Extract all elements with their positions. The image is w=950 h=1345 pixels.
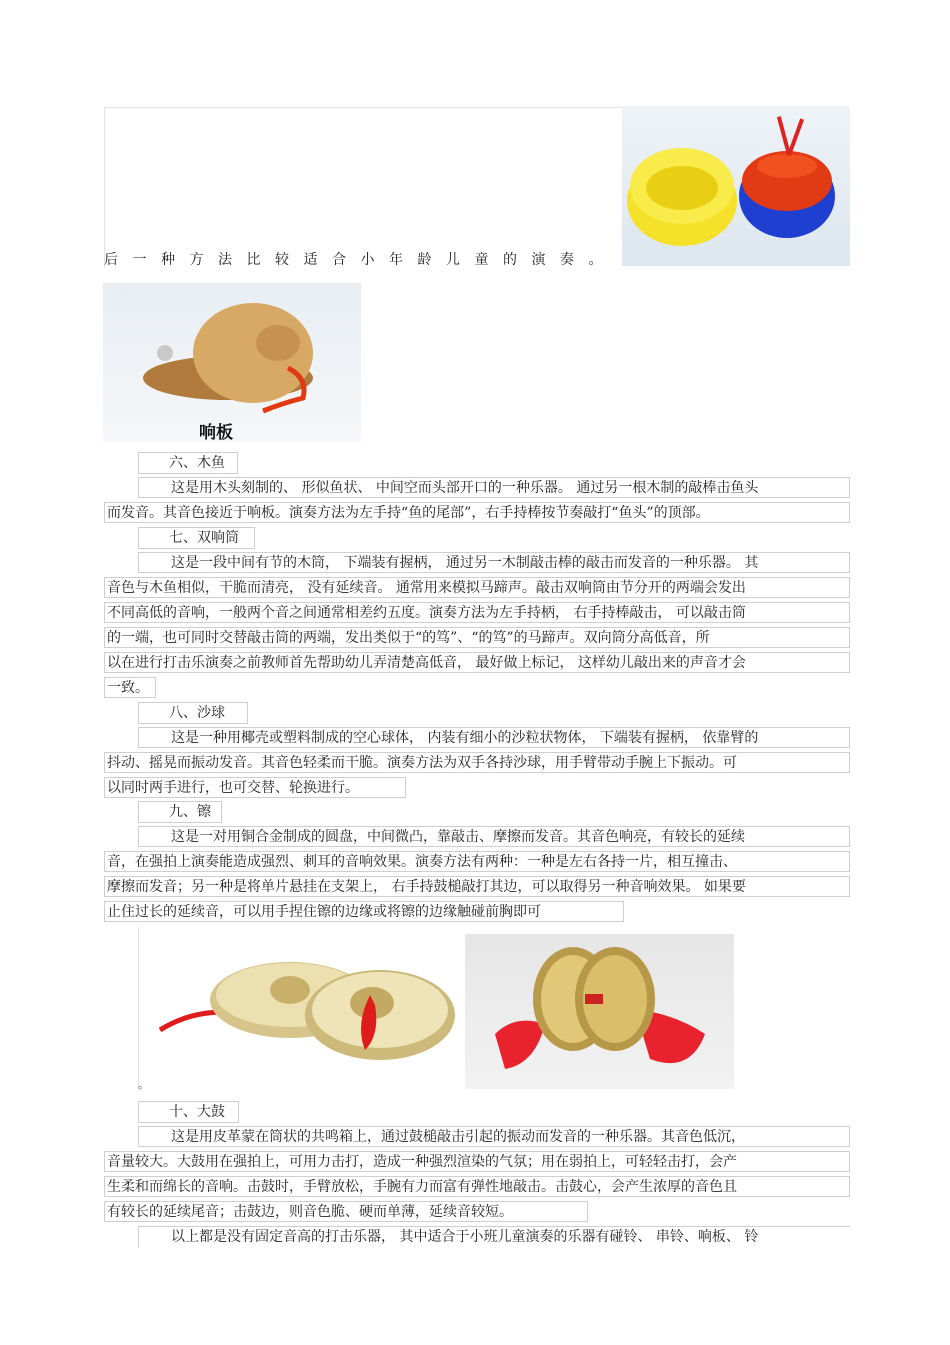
clapper-caption: 响板 (199, 423, 233, 443)
closing-line: 以上都是没有固定音高的打击乐器， 其中适合于小班儿童演奏的乐器有碰铃、 串铃、响板、 铃 (138, 1226, 850, 1247)
castanets-image (622, 106, 850, 266)
section-line: 的一端，也可同时交替敲击筒的两端，发出类似于“的笃”、“的笃”的马蹄声。双向筒分高低音，所 (104, 627, 850, 648)
section-heading-shaqiu: 八、沙球 (138, 702, 248, 724)
section-line: 音量较大。大鼓用在强拍上，可用力击打，造成一种强烈渲染的气氛；用在弱拍上，可轻轻击打，会产 (104, 1151, 850, 1172)
section-line: 这是一种用椰壳或塑料制成的空心球体， 内装有细小的沙粒状物体， 下端装有握柄， 依靠臂的 (138, 727, 850, 748)
section-line: 摩擦而发音；另一种是将单片悬挂在支架上， 右手持鼓槌敲打其边，可以取得另一种音响效果。 如果要 (104, 876, 850, 897)
section-line: 不同高低的音响，一般两个音之间通常相差约五度。演奏方法为左手持柄， 右手持棒敲击， 可以敲击筒 (104, 602, 850, 623)
section-heading-muyu: 六、木鱼 (138, 452, 238, 474)
cymbal-image-right (465, 934, 734, 1089)
section-line: 而发音。其音色接近于响板。演奏方法为左手持“鱼的尾部”，右手持棒按节奏敲打“鱼头”的顶部。 (104, 502, 850, 523)
cymbal-image-left (140, 935, 458, 1085)
section-line: 这是用皮革蒙在筒状的共鸣箱上，通过鼓槌敲击引起的振动而发音的一种乐器。其音色低沉， (138, 1126, 850, 1147)
section-line: 音，在强拍上演奏能造成强烈、刺耳的音响效果。演奏方法有两种：一种是左右各持一片，相互撞击、 (104, 851, 850, 872)
intro-line: 后一种方法比较适合小年龄儿童的演奏。 (104, 252, 617, 268)
section-line: 这是用木头刻制的、 形似鱼状、 中间空而头部开口的一种乐器。 通过另一根木制的敲棒击鱼头 (138, 477, 850, 498)
cymbal-marker: 。 (138, 1078, 149, 1091)
section-line: 音色与木鱼相似，干脆而清亮， 没有延续音。 通常用来模拟马蹄声。敲击双响筒由节分开的两端会发出 (104, 577, 850, 598)
section-line: 生柔和而绵长的音响。击鼓时，手臂放松，手腕有力而富有弹性地敲击。击鼓心，会产生浓厚的音色且 (104, 1176, 850, 1197)
section-heading-shuangxiangtong: 七、双响筒 (138, 527, 255, 549)
section-line: 这是一对用铜合金制成的圆盘，中间微凸，靠敲击、摩擦而发音。其音色响亮，有较长的延续 (138, 826, 850, 847)
section-line: 这是一段中间有节的木筒， 下端装有握柄， 通过另一木制敲击棒的敲击而发音的一种乐器。 其 (138, 552, 850, 573)
section-heading-dagu: 十、大鼓 (138, 1101, 239, 1123)
section-line: 有较长的延续尾音；击鼓边，则音色脆、硬而单薄，延续音较短。 (104, 1201, 588, 1222)
cymbal-frame (138, 927, 139, 1089)
section-line: 一致。 (104, 677, 156, 698)
intro-frame (104, 107, 623, 268)
clapper-image (103, 283, 361, 442)
section-line: 止住过长的延续音，可以用手捏住镲的边缘或将镲的边缘触碰前胸即可 (104, 901, 624, 922)
section-line: 以同时两手进行，也可交替、轮换进行。 (104, 777, 406, 798)
section-heading-cha: 九、镲 (138, 801, 222, 823)
section-line: 以在进行打击乐演奏之前教师首先帮助幼儿弄清楚高低音， 最好做上标记， 这样幼儿敲出来的声音才会 (104, 652, 850, 673)
section-line: 抖动、摇晃而振动发音。其音色轻柔而干脆。演奏方法为双手各持沙球，用手臂带动手腕上下振动。可 (104, 752, 850, 773)
